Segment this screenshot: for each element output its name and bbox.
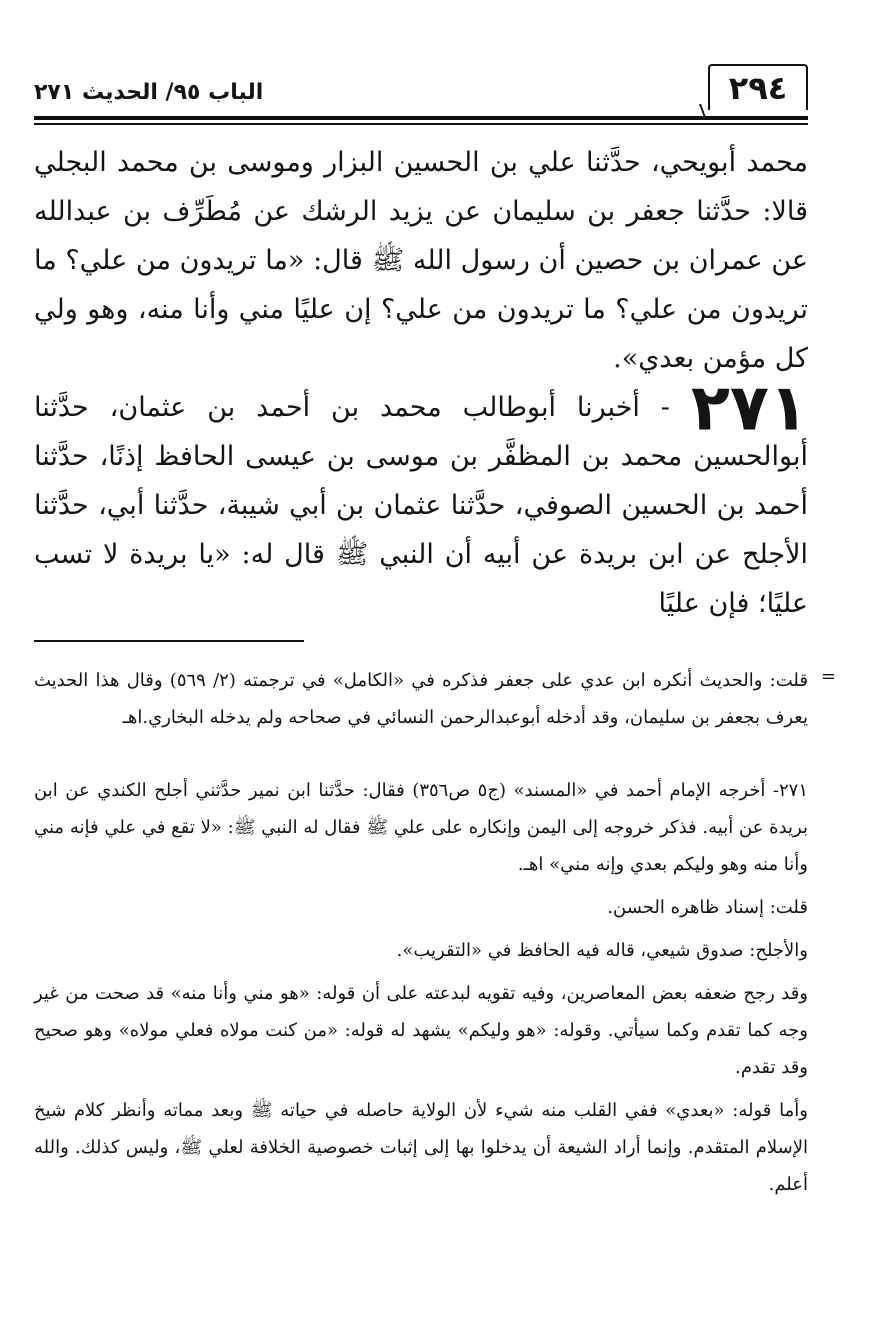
- main-text: [34, 138, 808, 628]
- page-number: ٢٩٤: [708, 64, 808, 110]
- footnote-continued: [34, 662, 836, 736]
- footnote-271: ٢٧١- أخرجه الإمام أحمد في «المسند» (ج٥ ص٣٥٦) فقال: حدَّثنا ابن نمير حدَّثني أجلح الكندي عن ابن بريدة عن أبيه. فذكر خروجه إلى اليمن وإنكاره على علي ﷺ فقال له النبي ﷺ: «لا تقع في علي فإنه مني وأنا منه وهو وليكم بعدي وإنه مني» اهـ.: [34, 780, 809, 875]
- hadith-271-text: [34, 371, 808, 628]
- footnote-text: قلت: إسناد ظاهره الحسن.: [607, 897, 808, 918]
- footnote-text: وقد رجح ضعفه بعض المعاصرين، وفيه تقويه لبدعته على أن قوله: «هو مني وأنا منه» قد صحت من غير وجه كما تقدم وكما سيأتي. وقوله: «هو وليكم» يشهد له قوله: «من كنت مولاه فعلي مولاه» وهو صحيح وقد تقدم.: [34, 983, 808, 1078]
- hadith-271-body: - أخبرنا أبوطالب محمد بن أحمد بن عثمان، حدَّثنا أبوالحسين محمد بن المظفَّر بن موسى بن عيسى الحافظ إذنًا، حدَّثنا أحمد بن الحسين الصوفي، حدَّثنا عثمان بن أبي شيبة، حدَّثنا أبي، حدَّثنا الأجلح عن ابن بريدة عن أبيه أن النبي ﷺ قال له: «يا بريدة لا تسب عليًا؛ فإن عليًا: [34, 392, 808, 619]
- footnote-text: والأجلح: صدوق شيعي، قاله فيه الحافظ في «التقريب».: [396, 940, 808, 961]
- page-header: [34, 58, 808, 128]
- header-rule-thin: [34, 123, 808, 125]
- footnote-separator: [34, 640, 304, 642]
- hadith-270-continuation: محمد أبويحي، حدَّثنا علي بن الحسين البزار وموسى بن محمد البجلي قالا: حدَّثنا جعفر بن سليمان عن يزيد الرشك عن مُطَرِّف بن عبدالله عن عمران بن حصين أن رسول الله ﷺ قال: «ما تريدون من علي؟ ما تريدون من علي؟ ما تريدون من علي؟ إن عليًا مني وأنا منه، وهو ولي كل مؤمن بعدي».: [34, 147, 808, 374]
- hadith-number: ٢٧١: [690, 371, 808, 446]
- continuation-mark: =: [820, 666, 836, 687]
- running-title: الباب ٩٥/ الحديث ٢٧١: [34, 80, 264, 105]
- header-rule-thick: [34, 116, 808, 120]
- footnote-text: وأما قوله: «بعدي» ففي القلب منه شيء لأن الولاية حاصله في حياته ﷺ وبعد مماته وأنظر كلام شيخ الإسلام المتقدم. وإنما أراد الشيعة أن يدخلوا بها إلى إثبات خصوصية الخلافة لعلي ﷺ، وليس كذلك. والله أعلم.: [34, 1100, 808, 1195]
- footnote-text: قلت: والحديث أنكره ابن عدي على جعفر فذكره في «الكامل» في ترجمته (٢/ ٥٦٩) وقال هذا الحديث يعرف بجعفر بن سليمان، وقد أدخله أبوعبدالرحمن النسائي في صحاحه ولم يدخله البخاري.اهـ: [34, 670, 808, 728]
- footnotes: [34, 662, 836, 1203]
